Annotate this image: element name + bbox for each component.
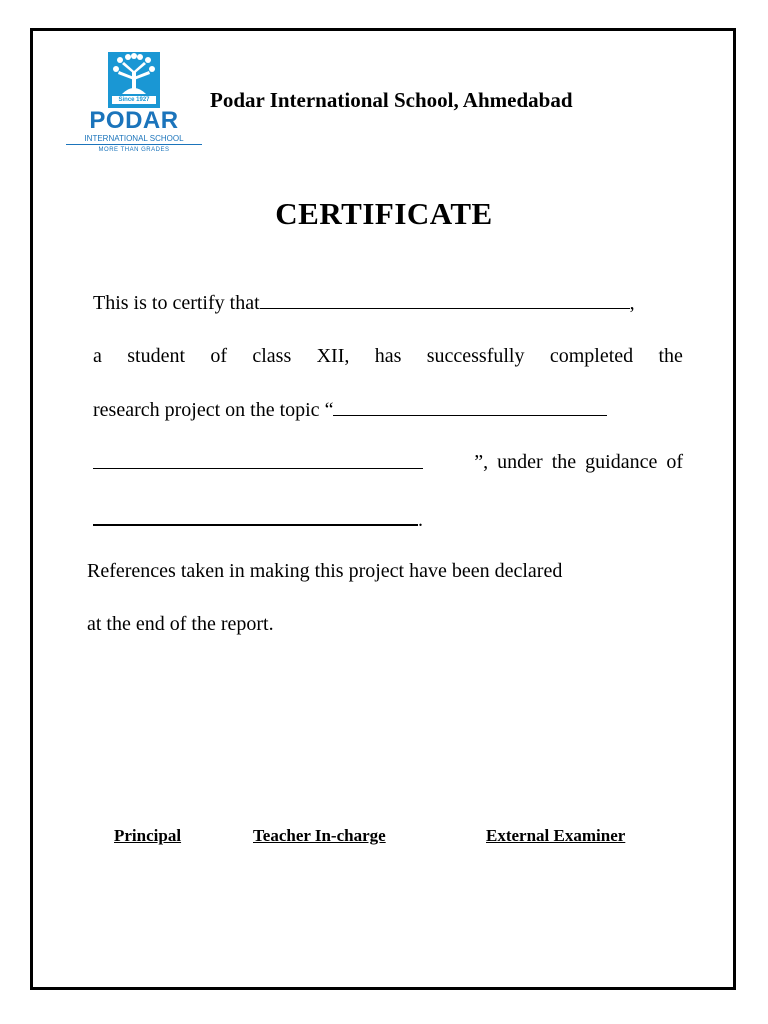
school-name: Podar International School, Ahmedabad bbox=[210, 88, 573, 112]
student-class-line bbox=[93, 344, 683, 368]
word: the bbox=[658, 345, 683, 367]
word: class bbox=[252, 345, 292, 367]
school-logo bbox=[66, 52, 202, 164]
logo-wordmark: PODAR bbox=[89, 107, 179, 134]
word: of bbox=[210, 345, 228, 367]
references-line-1: References taken in making this project have been declared bbox=[87, 560, 563, 582]
logo-tagline: MORE THAN GRADES bbox=[98, 147, 170, 153]
guidance-suffix: ”, under the guidance of bbox=[474, 451, 683, 473]
topic-line bbox=[93, 397, 683, 422]
topic-prefix: research project on the topic “ bbox=[93, 399, 334, 421]
principal-signature-label: Principal bbox=[114, 826, 182, 845]
examiner-signature-label: External Examiner bbox=[486, 826, 626, 845]
logo-tree-emblem bbox=[108, 52, 160, 108]
certify-prefix: This is to certify that bbox=[93, 292, 260, 314]
word: student bbox=[127, 345, 186, 367]
word: completed bbox=[549, 345, 634, 367]
guide-name-blank bbox=[93, 506, 418, 526]
logo-since-text: Since 1927 bbox=[112, 96, 156, 104]
student-name-blank bbox=[260, 290, 630, 309]
certify-line bbox=[93, 290, 683, 315]
guide-name-line bbox=[93, 506, 683, 532]
guide-suffix: . bbox=[418, 509, 423, 531]
teacher-signature-label: Teacher In-charge bbox=[253, 826, 386, 845]
word: has bbox=[374, 345, 402, 367]
topic-blank-2 bbox=[93, 450, 423, 469]
word: a bbox=[93, 345, 102, 367]
word: successfully bbox=[426, 345, 525, 367]
references-line-2: at the end of the report. bbox=[87, 613, 274, 635]
certify-suffix: , bbox=[629, 292, 635, 314]
certificate-title: CERTIFICATE bbox=[275, 196, 493, 231]
tree-icon bbox=[108, 52, 160, 96]
topic-blank-1 bbox=[333, 397, 607, 416]
word: XII, bbox=[316, 345, 350, 367]
guidance-line bbox=[93, 450, 683, 474]
logo-subtitle: INTERNATIONAL SCHOOL bbox=[66, 134, 202, 145]
